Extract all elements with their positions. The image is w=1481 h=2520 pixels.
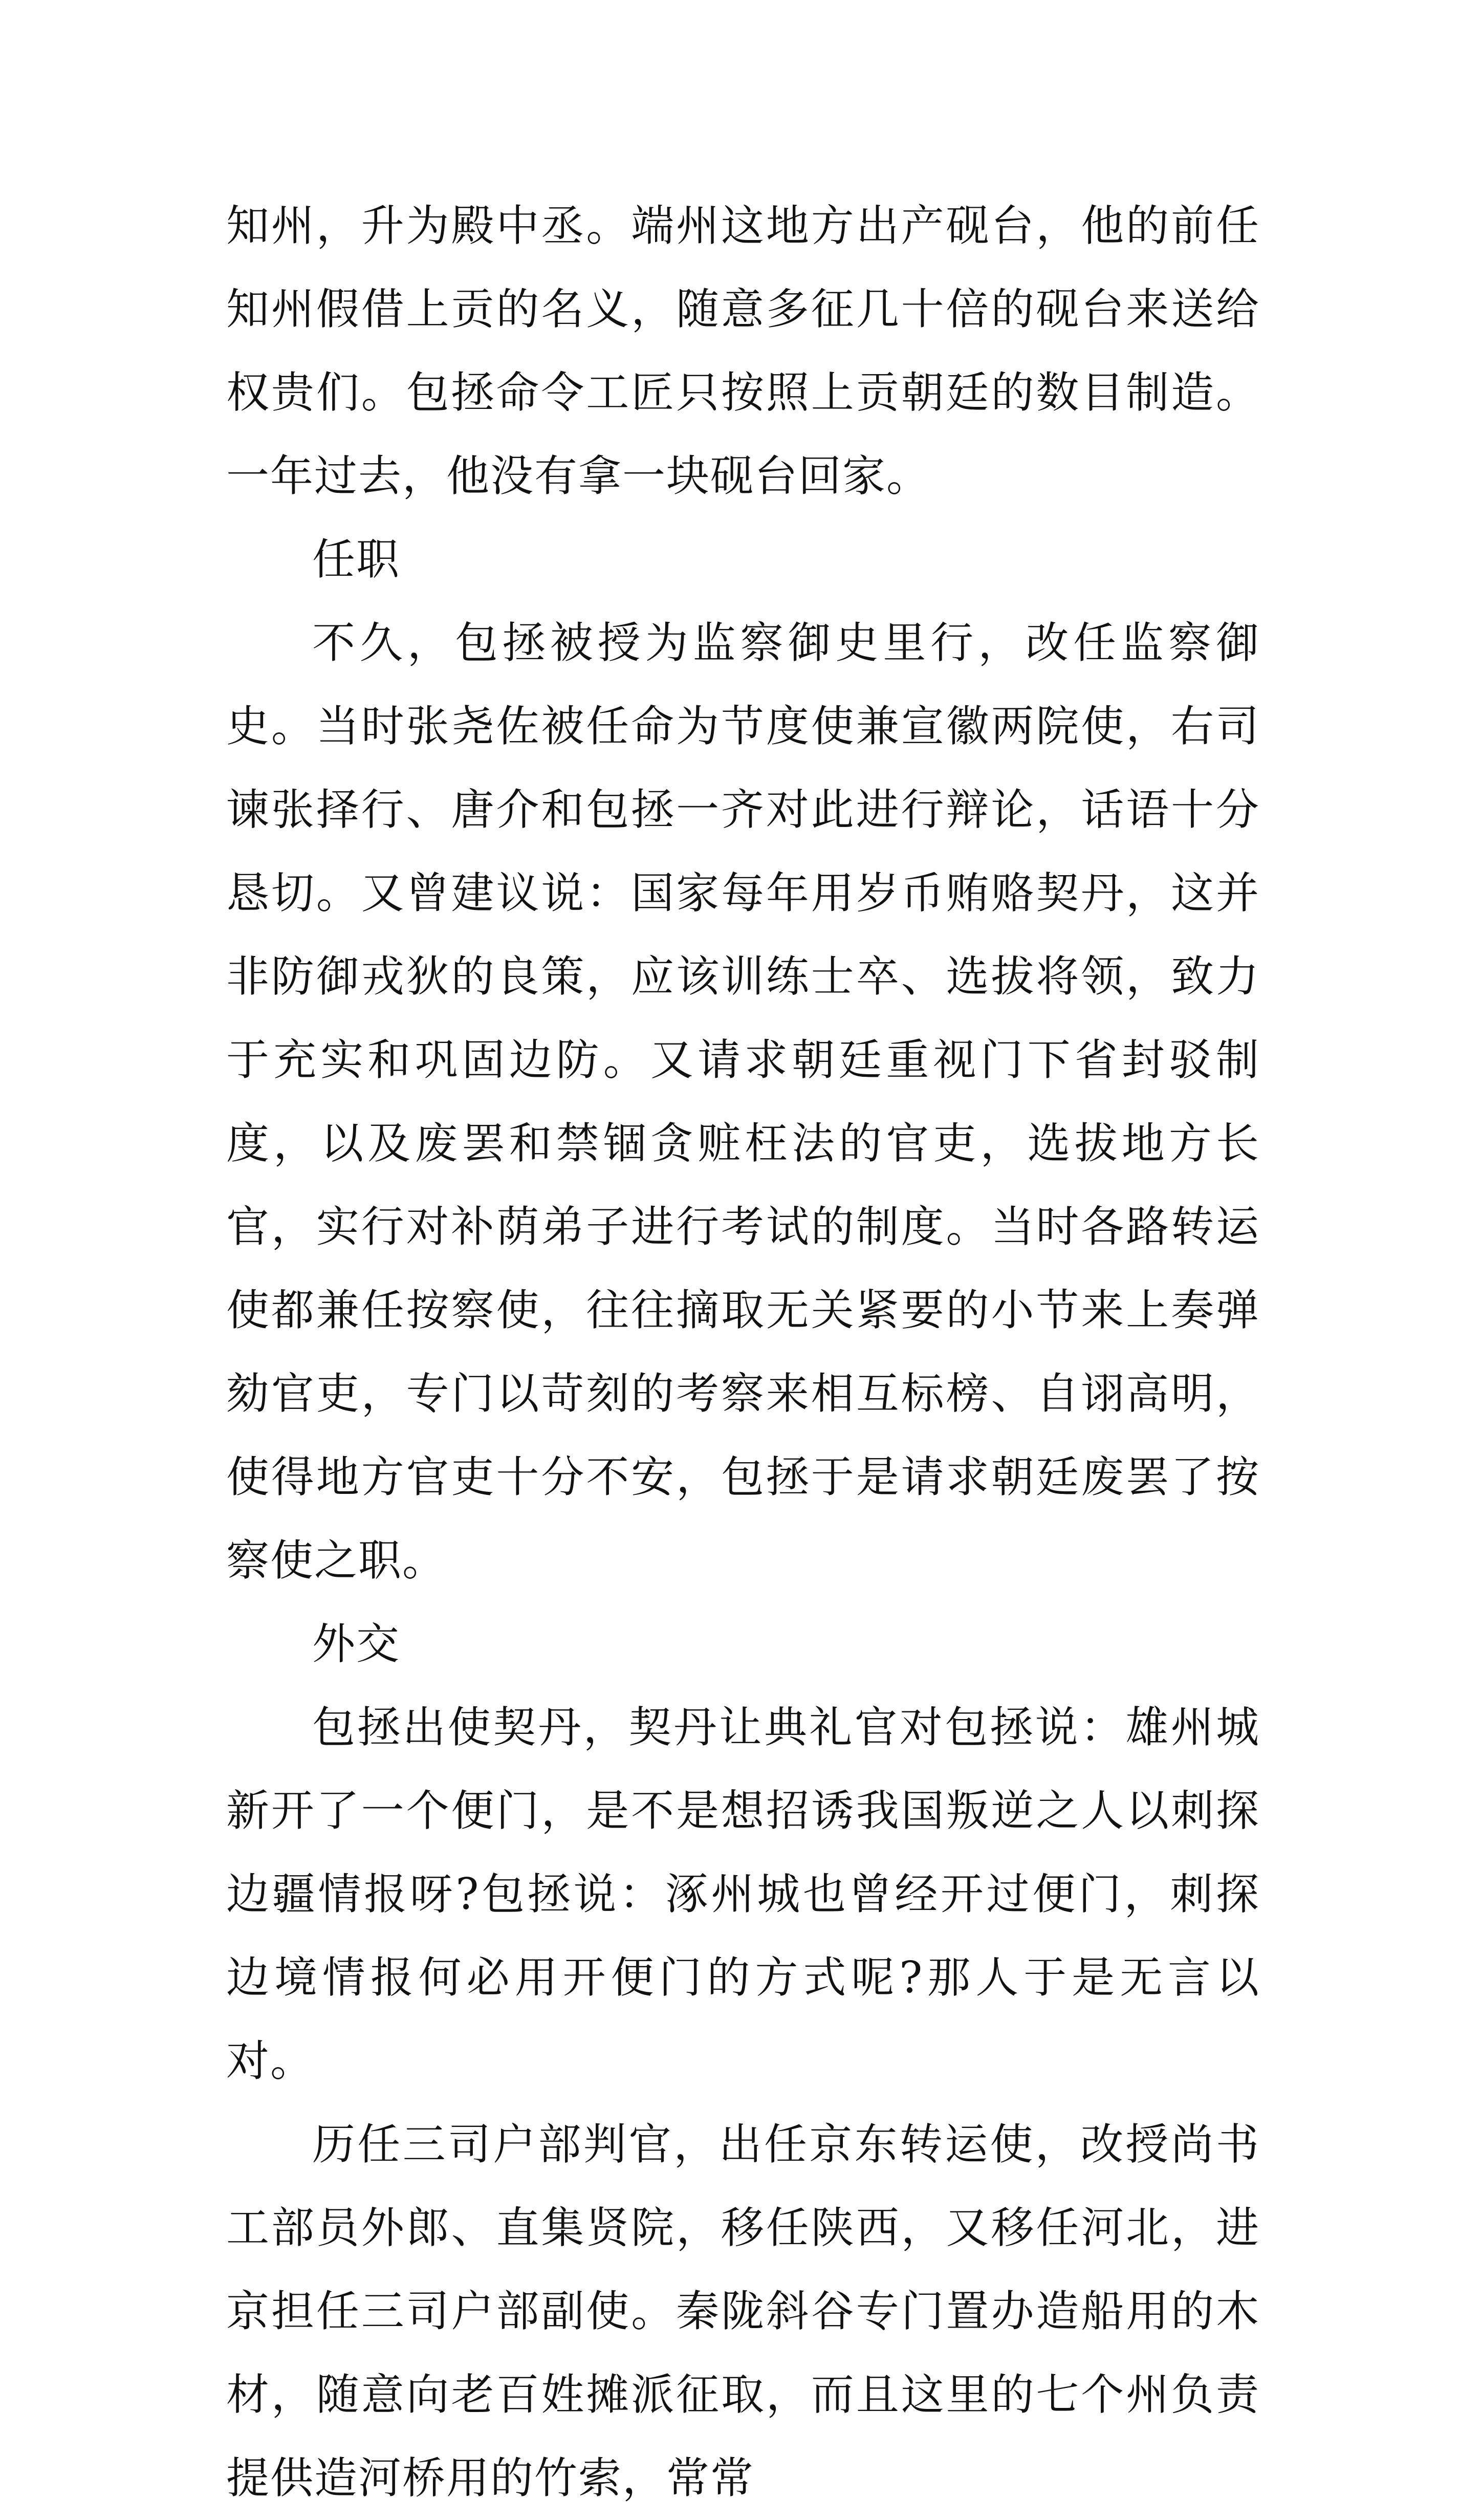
section-heading: 任职 (312, 534, 401, 584)
section-heading: 外交 (312, 1619, 401, 1669)
paragraph: 不久，包拯被授为监察御史里行，改任监察御史。当时张尧佐被任命为节度使兼宣徽两院使，右司谏张择行、唐介和包拯一齐对此进行辩论，话语十分恳切。又曾建议说：国家每年用岁币贿赂契丹，这并非防御戎狄的良策，应该训练士卒、选拔将领，致力于充实和巩固边防。又请求朝廷重视门下省封驳制度，以及废罢和禁锢贪赃枉法的官吏，选拔地方长官，实行对补荫弟子进行考试的制度。当时各路转运使都兼任按察使，往往摘取无关紧要的小节来上奏弹劾官吏，专门以苛刻的考察来相互标榜、自诩高明，使得地方官吏十分不安，包拯于是请求朝廷废罢了按察使之职。 (226, 618, 1260, 1585)
document-body (226, 184, 1260, 2520)
paragraph: 知州，升为殿中丞。端州这地方出产砚台，他的前任知州假借上贡的名义，随意多征几十倍的砚台来送给权贵们。包拯命令工匠只按照上贡朝廷的数目制造。一年过去，他没有拿一块砚台回家。 (226, 201, 1260, 501)
paragraph: 历任三司户部判官，出任京东转运使，改授尚书工部员外郎、直集贤院，移任陕西，又移任河北，进京担任三司户部副使。秦陇斜谷专门置办造船用的木材，随意向老百姓摊派征取，而且这里的七个州负责提供造河桥用的竹索，常常 (226, 2119, 1260, 2503)
paragraph: 包拯出使契丹，契丹让典礼官对包拯说：雄州城新开了一个便门，是不是想招诱我国叛逆之人以刺探边疆情报呀?包拯说：涿州城也曾经开过便门，刺探边境情报何必用开便门的方式呢?那人于是无言以对。 (226, 1702, 1260, 2086)
